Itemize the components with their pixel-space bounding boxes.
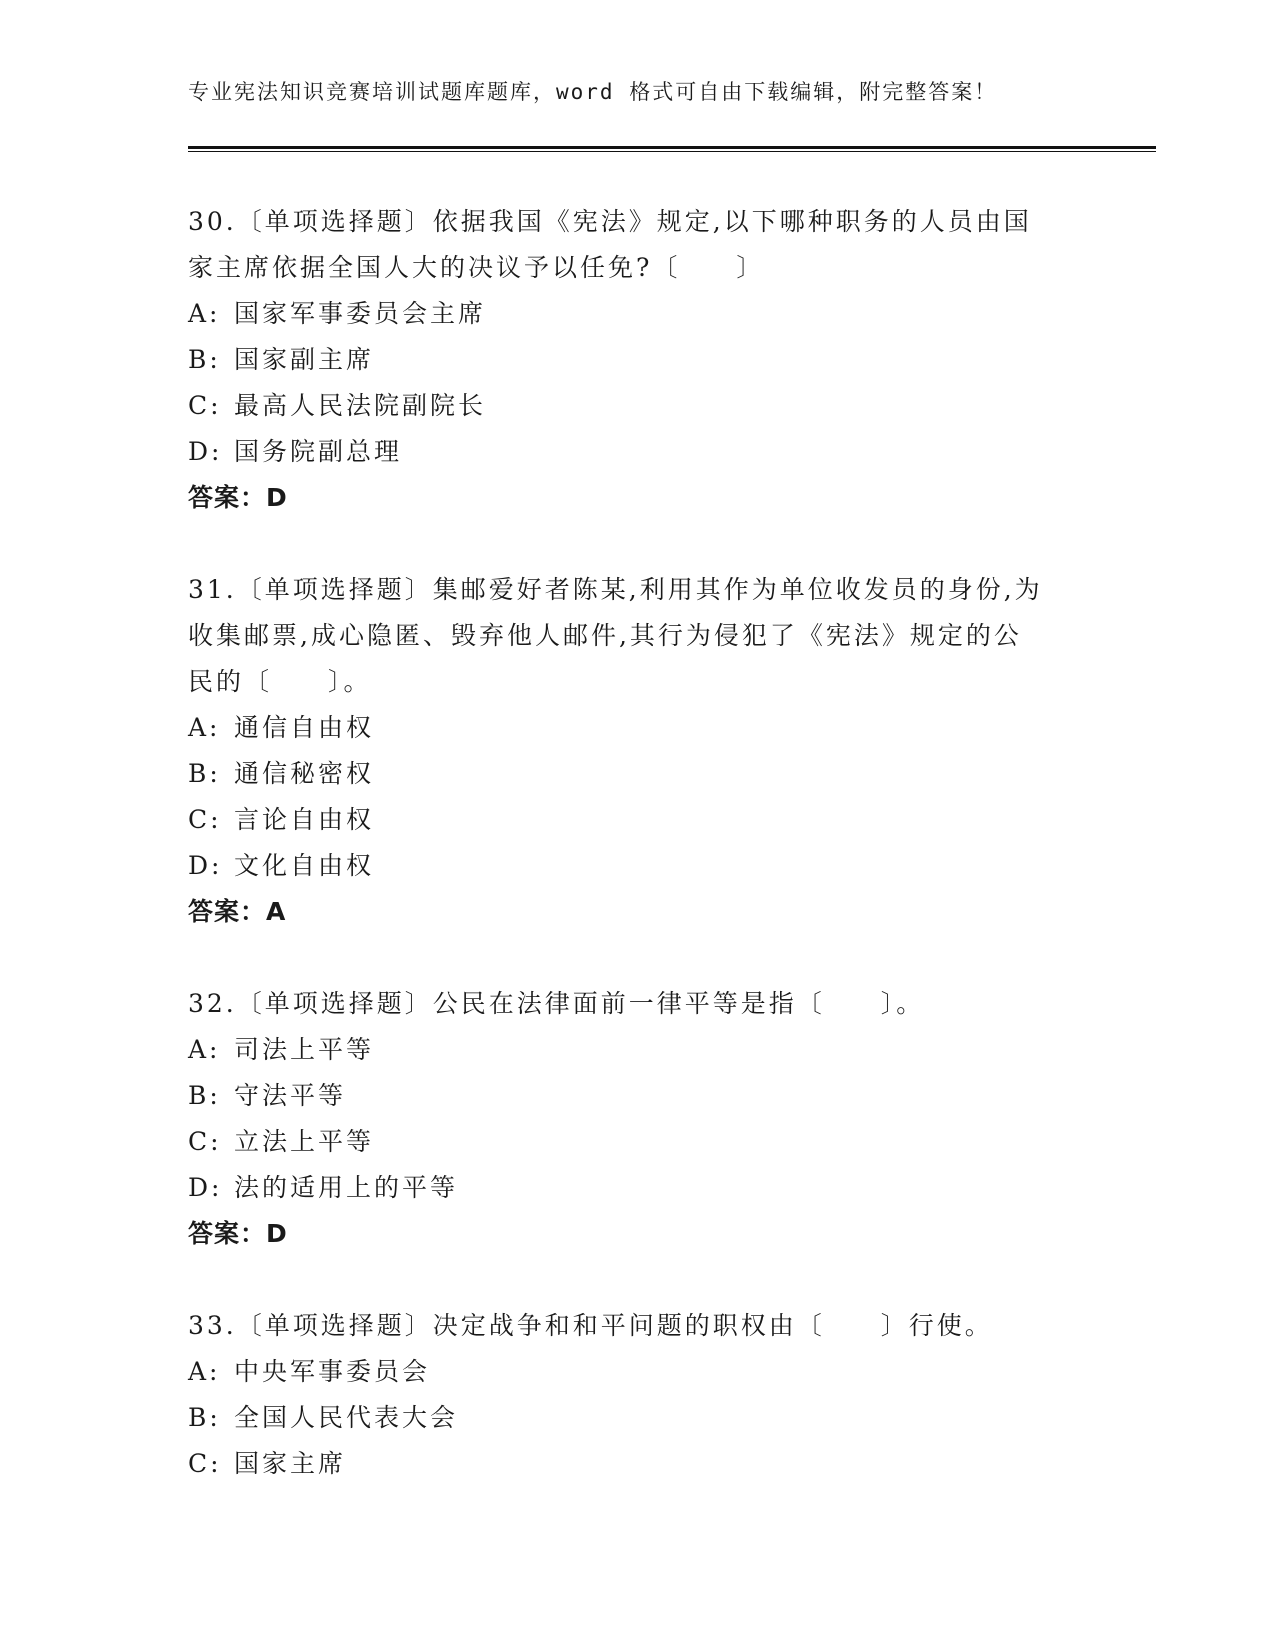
option-text: 国家军事委员会主席 xyxy=(234,299,487,328)
question-stem-line: 收集邮票,成心隐匿、毁弃他人邮件,其行为侵犯了《宪法》规定的公 xyxy=(188,621,1022,650)
option-label: D: xyxy=(188,1173,223,1202)
option-label: C: xyxy=(188,1449,222,1478)
question-30 xyxy=(188,199,1088,521)
option-label: C: xyxy=(188,805,222,834)
header-divider xyxy=(188,146,1156,152)
option-text: 守法平等 xyxy=(234,1081,347,1110)
option-label: A: xyxy=(188,713,221,742)
option-b xyxy=(188,751,1088,797)
question-31 xyxy=(188,567,1088,935)
option-label: B: xyxy=(188,759,221,788)
option-b xyxy=(188,337,1088,383)
option-text: 最高人民法院副院长 xyxy=(234,391,487,420)
option-text: 全国人民代表大会 xyxy=(234,1403,459,1432)
option-text: 国家副主席 xyxy=(234,345,375,374)
option-text: 文化自由权 xyxy=(234,851,375,880)
answer-line: 答案：A xyxy=(188,897,287,926)
question-33 xyxy=(188,1303,1088,1487)
option-a xyxy=(188,705,1088,751)
option-label: D: xyxy=(188,437,223,466)
option-d xyxy=(188,429,1088,475)
question-stem-line: 家主席依据全国人大的决议予以任免?〔 〕 xyxy=(188,253,765,282)
option-text: 通信秘密权 xyxy=(234,759,375,788)
option-text: 司法上平等 xyxy=(234,1035,375,1064)
option-label: A: xyxy=(188,1357,221,1386)
option-a xyxy=(188,1349,1088,1395)
option-a xyxy=(188,1027,1088,1073)
option-c xyxy=(188,1441,1088,1487)
option-text: 国务院副总理 xyxy=(234,437,403,466)
option-c xyxy=(188,797,1088,843)
option-label: C: xyxy=(188,1127,222,1156)
option-c xyxy=(188,1119,1088,1165)
option-text: 通信自由权 xyxy=(234,713,375,742)
option-d xyxy=(188,1165,1088,1211)
question-stem-line: 32.〔单项选择题〕公民在法律面前一律平等是指〔 〕。 xyxy=(188,989,925,1018)
option-text: 言论自由权 xyxy=(234,805,375,834)
question-stem-line: 民的〔 〕。 xyxy=(188,667,372,696)
option-b xyxy=(188,1073,1088,1119)
page-header-text: 专业宪法知识竞赛培训试题库题库，word 格式可自由下载编辑，附完整答案！ xyxy=(188,80,998,104)
option-label: B: xyxy=(188,1403,221,1432)
option-d xyxy=(188,843,1088,889)
option-label: A: xyxy=(188,1035,221,1064)
option-label: B: xyxy=(188,345,221,374)
option-a xyxy=(188,291,1088,337)
option-text: 法的适用上的平等 xyxy=(234,1173,459,1202)
option-c xyxy=(188,383,1088,429)
option-text: 国家主席 xyxy=(234,1449,347,1478)
question-stem-line: 31.〔单项选择题〕集邮爱好者陈某,利用其作为单位收发员的身份,为 xyxy=(188,575,1043,604)
option-text: 立法上平等 xyxy=(234,1127,375,1156)
answer-line: 答案：D xyxy=(188,1219,288,1248)
option-label: A: xyxy=(188,299,221,328)
option-b xyxy=(188,1395,1088,1441)
option-label: C: xyxy=(188,391,222,420)
question-32 xyxy=(188,981,1088,1257)
option-label: D: xyxy=(188,851,223,880)
option-text: 中央军事委员会 xyxy=(234,1357,431,1386)
answer-line: 答案：D xyxy=(188,483,288,512)
question-stem-line: 33.〔单项选择题〕决定战争和和平问题的职权由〔 〕行使。 xyxy=(188,1311,993,1340)
option-label: B: xyxy=(188,1081,221,1110)
question-stem-line: 30.〔单项选择题〕依据我国《宪法》规定,以下哪种职务的人员由国 xyxy=(188,207,1032,236)
question-list xyxy=(188,199,1088,1533)
